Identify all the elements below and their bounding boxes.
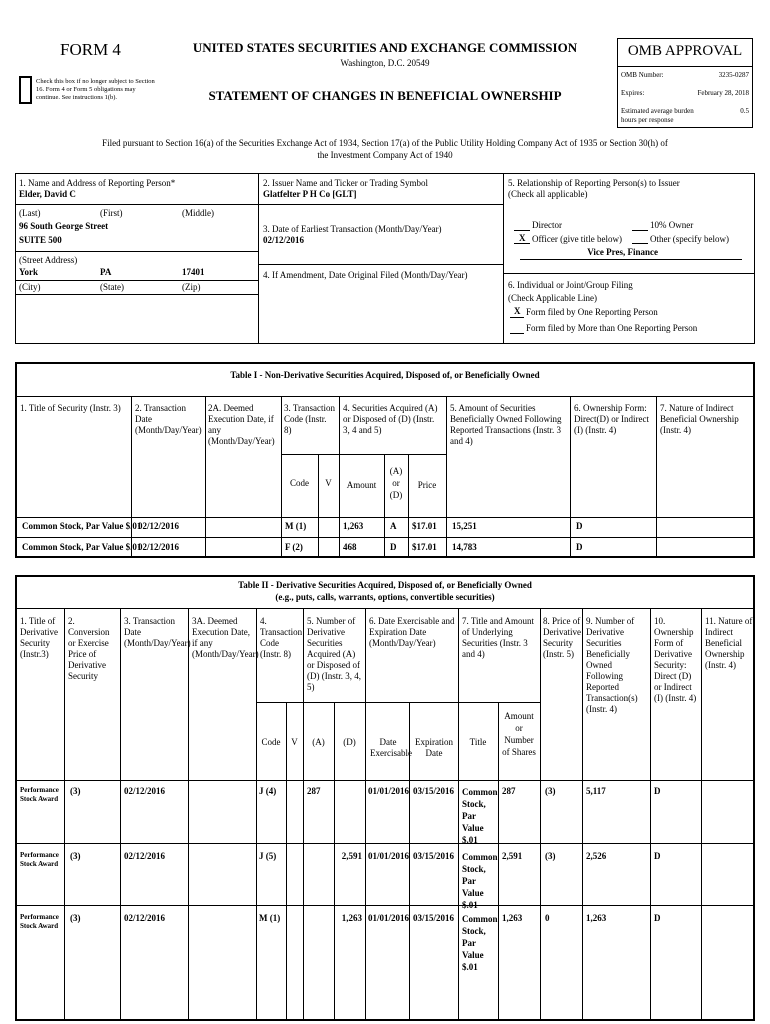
t2-sub-a: (A) — [312, 737, 325, 747]
other-option[interactable]: Other (specify below) — [650, 234, 729, 244]
t1-col-code: 3. Transaction Code (Instr. 8) — [284, 403, 336, 435]
t2-r1-form: D — [654, 786, 661, 796]
issuer-name: Glatfelter P H Co [GLT] — [263, 189, 357, 199]
t2-col-nature: 11. Nature of Indirect Beneficial Ownership (Instr. 4) — [705, 616, 753, 670]
t2-r1-title: Performance Stock Award — [20, 786, 59, 803]
street-address-label: (Street Address) — [19, 255, 78, 265]
ten-percent-owner-option[interactable]: 10% Owner — [650, 220, 694, 230]
box5-sub: (Check all applicable) — [508, 189, 588, 199]
t2-r2-price: (3) — [545, 851, 556, 861]
no-longer-subject-checkbox[interactable] — [19, 76, 32, 104]
t1-r2-date: 02/12/2016 — [138, 542, 180, 552]
t2-sub-title: Title — [469, 737, 487, 747]
t1-r2-ad: D — [390, 542, 397, 552]
last-label: (Last) — [19, 208, 41, 218]
t1-r2-amount: 468 — [343, 542, 357, 552]
t2-r2-underlying-title: Common Stock, Par Value $.01 — [462, 852, 498, 910]
t2-sub-amount: Amount or Number of Shares — [502, 711, 536, 757]
t2-r3-exercisable: 01/01/2016 — [368, 913, 410, 923]
t1-r1-code: M (1) — [285, 521, 307, 531]
t1-col-acquired: 4. Securities Acquired (A) or Disposed of (D) (Instr. 3, 4 and 5) — [343, 403, 438, 435]
t1-col-nature: 7. Nature of Indirect Beneficial Ownership (Instr. 4) — [660, 403, 739, 435]
city-label: (City) — [19, 282, 41, 292]
t2-r1-conv: (3) — [70, 786, 81, 796]
state-value: PA — [100, 267, 112, 277]
state-label: (State) — [100, 282, 124, 292]
t1-sub-amount: Amount — [346, 480, 377, 490]
address-line-2: SUITE 500 — [19, 235, 62, 245]
agency-location: Washington, D.C. 20549 — [340, 58, 430, 68]
t2-sub-d: (D) — [343, 737, 356, 747]
table-2-subtitle: (e.g., puts, calls, warrants, options, convertible securities) — [275, 592, 495, 602]
t2-r3-underlying-title: Common Stock, Par Value $.01 — [462, 914, 498, 972]
t2-r1-expiration: 03/15/2016 — [413, 786, 455, 796]
t2-r3-code: M (1) — [259, 913, 281, 923]
t2-col-title: 1. Title of Derivative Security (Instr.3) — [20, 616, 58, 659]
t2-r2-date: 02/12/2016 — [124, 851, 166, 861]
t2-r2-title: Performance Stock Award — [20, 851, 59, 868]
omb-burden-label-1: Estimated average burden — [621, 107, 694, 115]
t2-col-conversion: 2. Conversion or Exercise Price of Derivative Security — [68, 616, 110, 681]
t2-r1-exercisable: 01/01/2016 — [368, 786, 410, 796]
officer-title: Vice Pres, Finance — [587, 247, 658, 257]
t2-r3-form: D — [654, 913, 661, 923]
t2-sub-expiration: Expiration Date — [415, 737, 453, 758]
table-2-title: Table II - Derivative Securities Acquired, Disposed of, or Beneficially Owned — [238, 580, 532, 590]
t2-r1-code: J (4) — [259, 786, 277, 796]
t1-r2-code: F (2) — [285, 542, 303, 552]
t1-r2-title: Common Stock, Par Value $.01 — [22, 542, 142, 552]
officer-mark[interactable]: X — [519, 233, 526, 243]
t2-r1-underlying-title: Common Stock, Par Value $.01 — [462, 787, 498, 845]
t1-r1-title: Common Stock, Par Value $.01 — [22, 521, 142, 531]
omb-number-value: 3235-0287 — [718, 71, 749, 79]
box6-sub: (Check Applicable Line) — [508, 293, 597, 303]
box5-label: 5. Relationship of Reporting Person(s) to Issuer — [508, 178, 680, 188]
one-person-mark[interactable]: X — [514, 306, 521, 316]
checkbox-note: Check this box if no longer subject to Section 16. Form 4 or Form 5 obligations may continue. See instructions 1(b). — [36, 78, 155, 101]
t1-r1-form: D — [576, 521, 583, 531]
t1-col-deemed: 2A. Deemed Execution Date, if any (Month/Day/Year) — [208, 403, 275, 446]
omb-expires-label: Expires: — [621, 89, 645, 97]
omb-expires-value: February 28, 2018 — [697, 89, 749, 97]
t2-col-underlying: 7. Title and Amount of Underlying Securities (Instr. 3 and 4) — [462, 616, 535, 659]
form-label: FORM 4 — [60, 40, 121, 59]
earliest-transaction-date: 02/12/2016 — [263, 235, 305, 245]
t2-col-number: 5. Number of Derivative Securities Acquired (A) or Disposed of (D) (Instr. 3, 4, 5) — [307, 616, 361, 692]
box3-label: 3. Date of Earliest Transaction (Month/Day/Year) — [263, 224, 442, 234]
t2-r2-expiration: 03/15/2016 — [413, 851, 455, 861]
t1-sub-ad: (A) or (D) — [389, 466, 403, 500]
omb-burden-value: 0.5 — [740, 107, 749, 115]
t2-r1-owned: 5,117 — [586, 786, 606, 796]
t2-r2-owned: 2,526 — [586, 851, 607, 861]
t2-r1-date: 02/12/2016 — [124, 786, 166, 796]
t2-r2-form: D — [654, 851, 661, 861]
t2-r3-title: Performance Stock Award — [20, 913, 59, 930]
t1-r1-ad: A — [390, 521, 397, 531]
zip-label: (Zip) — [182, 282, 201, 292]
t1-col-form: 6. Ownership Form: Direct(D) or Indirect (I) (Instr. 4) — [574, 403, 649, 435]
table-1-title: Table I - Non-Derivative Securities Acquired, Disposed of, or Beneficially Owned — [230, 370, 540, 380]
t1-r1-price: $17.01 — [412, 521, 437, 531]
t1-r2-owned: 14,783 — [452, 542, 477, 552]
t2-sub-date-exercisable: Date Exercisable — [370, 737, 412, 758]
t1-sub-v: V — [325, 478, 332, 488]
t2-r2-underlying-amount: 2,591 — [502, 851, 523, 861]
t2-col-exercisable: 6. Date Exercisable and Expiration Date (Month/Day/Year) — [369, 616, 455, 648]
address-line-1: 96 South George Street — [19, 221, 109, 231]
t2-r3-date: 02/12/2016 — [124, 913, 166, 923]
t2-r3-expiration: 03/15/2016 — [413, 913, 455, 923]
omb-burden-label-2: hours per response — [621, 116, 674, 124]
t2-sub-code: Code — [261, 737, 281, 747]
t1-r2-price: $17.01 — [412, 542, 437, 552]
zip-value: 17401 — [182, 267, 205, 277]
t1-col-date: 2. Transaction Date (Month/Day/Year) — [135, 403, 202, 435]
t2-r3-d: 1,263 — [341, 913, 362, 923]
director-option[interactable]: Director — [532, 220, 562, 230]
t2-r1-price: (3) — [545, 786, 556, 796]
omb-title: OMB APPROVAL — [627, 43, 743, 59]
city-value: York — [19, 267, 39, 277]
more-reporting-persons-option[interactable]: Form filed by More than One Reporting Person — [526, 323, 698, 333]
t2-col-date: 3. Transaction Date (Month/Day/Year) — [124, 616, 191, 648]
t2-r3-conv: (3) — [70, 913, 81, 923]
t1-r1-amount: 1,263 — [343, 521, 364, 531]
one-reporting-person-option[interactable]: Form filed by One Reporting Person — [526, 307, 658, 317]
t2-sub-v: V — [291, 737, 298, 747]
t1-sub-code: Code — [290, 478, 309, 488]
statement-title: STATEMENT OF CHANGES IN BENEFICIAL OWNERSHIP — [208, 88, 562, 103]
t2-r2-exercisable: 01/01/2016 — [368, 851, 410, 861]
box2-label: 2. Issuer Name and Ticker or Trading Symbol — [263, 178, 428, 188]
t1-r1-owned: 15,251 — [452, 521, 477, 531]
reporting-person-name: Elder, David C — [19, 189, 76, 199]
t2-col-form: 10. Ownership Form of Derivative Security: Direct (D) or Indirect (I) (Instr. 4) — [654, 616, 697, 703]
t2-r2-code: J (5) — [259, 851, 277, 861]
t2-r1-a: 287 — [307, 786, 321, 796]
t1-sub-price: Price — [417, 480, 437, 490]
t1-r1-date: 02/12/2016 — [138, 521, 180, 531]
box4-label: 4. If Amendment, Date Original Filed (Month/Day/Year) — [263, 270, 468, 280]
t2-col-deemed: 3A. Deemed Execution Date, if any (Month/Day/Year) — [192, 616, 259, 659]
omb-number-label: OMB Number: — [621, 71, 664, 79]
t1-col-title: 1. Title of Security (Instr. 3) — [20, 403, 121, 413]
t2-r3-underlying-amount: 1,263 — [502, 913, 523, 923]
box1-label: 1. Name and Address of Reporting Person* — [19, 178, 176, 188]
filed-pursuant-line-2: the Investment Company Act of 1940 — [317, 150, 453, 160]
box6-label: 6. Individual or Joint/Group Filing — [508, 280, 633, 290]
t2-r2-conv: (3) — [70, 851, 81, 861]
t2-col-owned: 9. Number of Derivative Securities Beneficially Owned Following Reported Transaction(s) (Instr. 4) — [586, 616, 638, 714]
agency-title: UNITED STATES SECURITIES AND EXCHANGE COMMISSION — [192, 40, 578, 55]
t2-r2-d: 2,591 — [341, 851, 362, 861]
t2-col-code: 4. Transaction Code (Instr. 8) — [260, 616, 303, 659]
t1-r2-form: D — [576, 542, 583, 552]
t2-r1-underlying-amount: 287 — [502, 786, 516, 796]
middle-label: (Middle) — [182, 208, 214, 218]
t2-r3-price: 0 — [545, 913, 550, 923]
officer-option[interactable]: Officer (give title below) — [532, 234, 623, 244]
t2-col-price: 8. Price of Derivative Security (Instr. 5) — [543, 616, 581, 659]
filed-pursuant-line-1: Filed pursuant to Section 16(a) of the Securities Exchange Act of 1934, Section 17(a) of the Public Utility Holding Company Act of 1935 or Section 30(h) of — [102, 138, 668, 148]
first-label: (First) — [100, 208, 123, 218]
t1-col-owned: 5. Amount of Securities Beneficially Owned Following Reported Transactions (Instr. 3 and 4) — [450, 403, 562, 446]
t2-r3-owned: 1,263 — [586, 913, 607, 923]
